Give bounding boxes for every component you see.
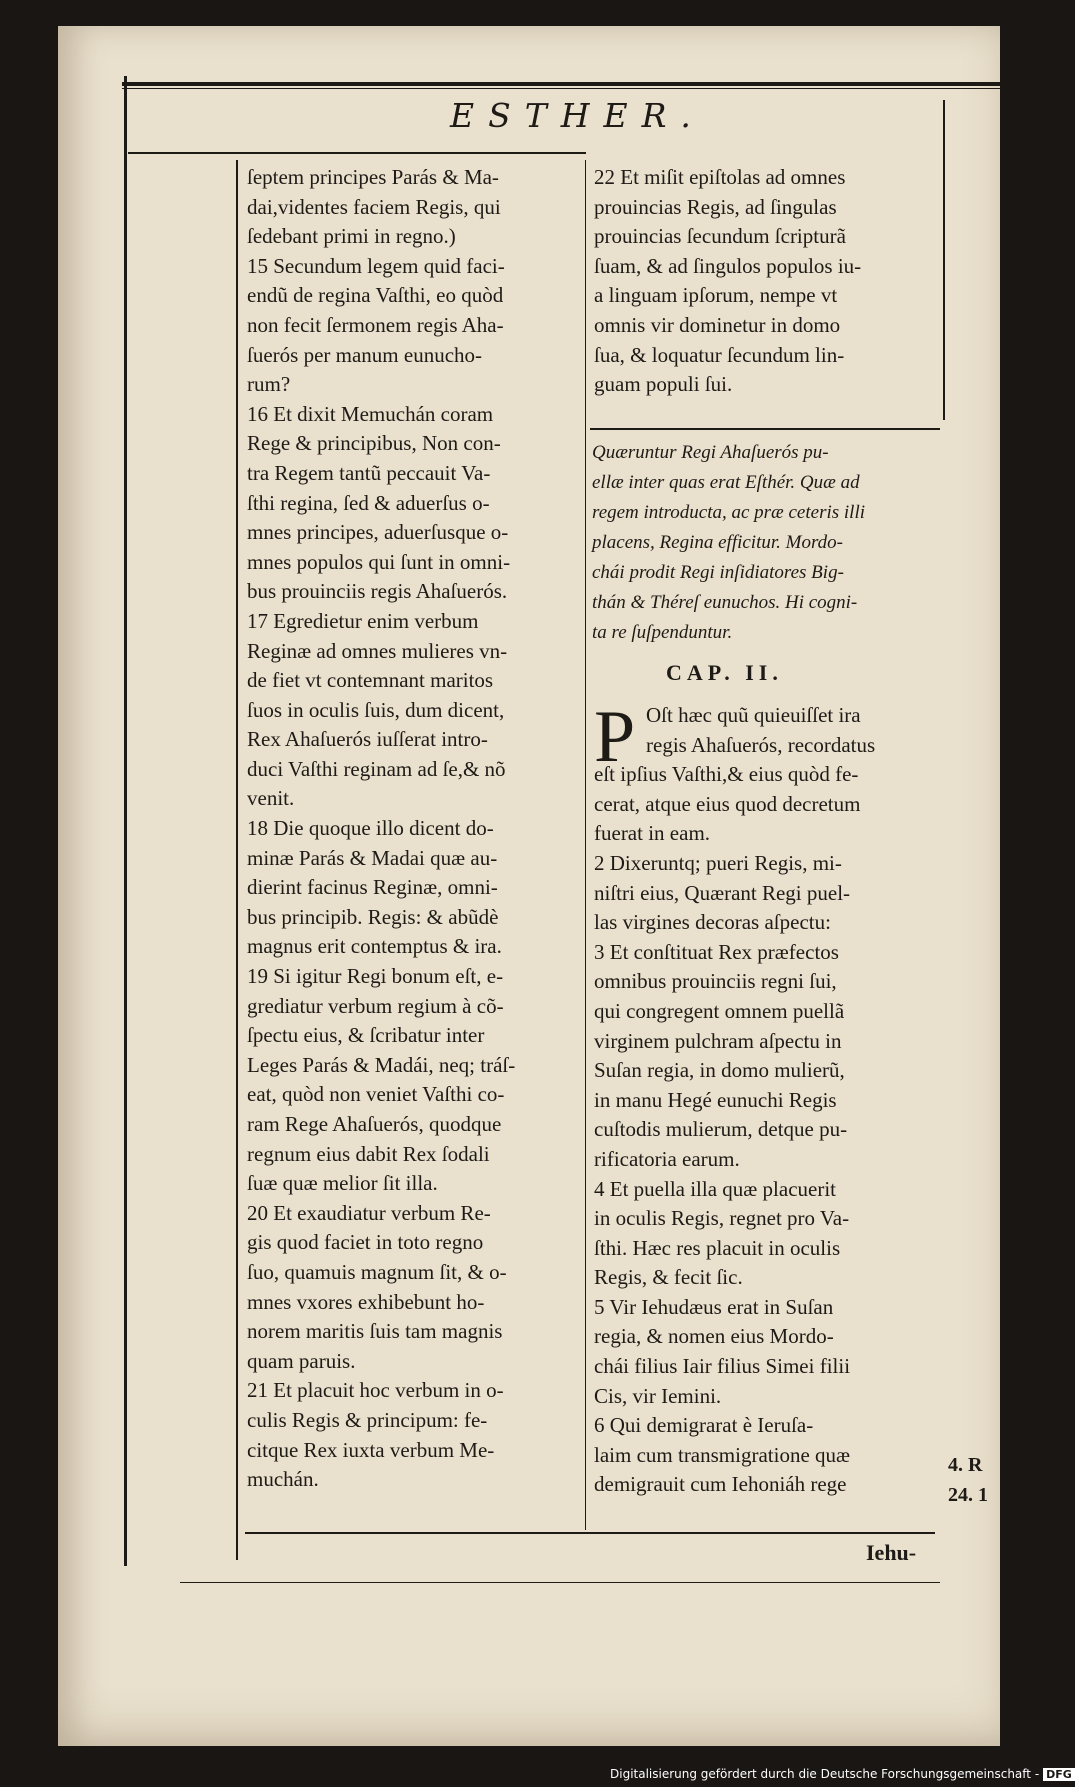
right-column-body — [594, 696, 934, 1500]
text-line: venit. — [247, 786, 295, 811]
bottom-rule — [245, 1532, 935, 1534]
text-line: ſua, & loquatur ſecundum lin- — [594, 342, 845, 367]
text-line: bus principib. Regis: & abũdè — [247, 904, 499, 929]
text-line: regis Ahaſuerós, recordatus — [646, 732, 876, 757]
text-line: mnes principes, aduerſusque o- — [247, 520, 509, 545]
text-line: 2 Dixeruntq; pueri Regis, mi- — [594, 850, 842, 875]
text-line: qui congregent omnem puellã — [594, 998, 845, 1023]
text-line: ſeptem principes Parás & Ma- — [247, 165, 499, 189]
text-line: ſedebant primi in regno.) — [247, 224, 456, 249]
text-line: in manu Hegé eunuchi Regis — [594, 1087, 837, 1112]
left-column — [247, 163, 577, 1495]
chapter-summary — [592, 438, 932, 648]
chapter-heading: CAP. II. — [666, 660, 783, 685]
text-line: Suſan regia, in domo mulierũ, — [594, 1058, 845, 1083]
text-line: muchán. — [247, 1467, 319, 1492]
text-line: 18 Die quoque illo dicent do- — [247, 816, 494, 841]
bottom-rule-outer — [180, 1582, 940, 1583]
text-line: regnum eius dabit Rex ſodali — [247, 1141, 490, 1166]
text-line: cuſtodis mulierum, detque pu- — [594, 1117, 848, 1142]
text-line: eat, quòd non veniet Vaſthi co- — [247, 1082, 505, 1107]
left-inner-rule — [236, 160, 238, 1560]
text-line: gis quod faciet in toto regno — [247, 1230, 484, 1255]
catchword: Iehu- — [866, 1540, 917, 1565]
text-line: chái filius Iair filius Simei filii — [594, 1354, 851, 1379]
text-line: 21 Et placuit hoc verbum in o- — [247, 1378, 504, 1403]
text-line: 3 Et conſtituat Rex præfectos — [594, 939, 839, 964]
summary-line: chái prodit Regi inſidiatores Big- — [592, 562, 844, 583]
text-line: eſt ipſius Vaſthi,& eius quòd fe- — [594, 762, 859, 787]
right-column-top — [594, 163, 934, 400]
column-divider — [585, 160, 586, 1530]
text-line: virginem pulchram aſpectu in — [594, 1028, 842, 1053]
text-line: non fecit ſermonem regis Aha- — [247, 312, 504, 337]
margin-note: 24. 1 — [948, 1484, 988, 1506]
text-line: mnes populos qui ſunt in omni- — [247, 549, 511, 574]
text-line: regia, & nomen eius Mordo- — [594, 1324, 834, 1349]
text-line: a linguam ipſorum, nempe vt — [594, 283, 838, 308]
text-line: tra Regem tantũ peccauit Va- — [247, 460, 491, 485]
text-line: culis Regis & principum: fe- — [247, 1407, 488, 1432]
dfg-logo[interactable]: DFG — [1043, 1768, 1075, 1781]
text-line: Leges Parás & Madái, neq; tráſ- — [247, 1052, 516, 1077]
summary-rule — [590, 428, 940, 430]
text-line: 15 Secundum legem quid faci- — [247, 253, 505, 278]
digitization-footer — [610, 1767, 1075, 1781]
text-line: duci Vaſthi reginam ad ſe,& nõ — [247, 756, 506, 781]
text-line: minæ Parás & Madai quæ au- — [247, 845, 498, 870]
text-line: ſpectu eius, & ſcribatur inter — [247, 1023, 485, 1048]
text-line: dierint facinus Reginæ, omni- — [247, 875, 498, 900]
text-line: ſuam, & ad ſingulos populos iu- — [594, 253, 862, 278]
text-line: cerat, atque eius quod decretum — [594, 791, 861, 816]
text-line: ſuerós per manum eunucho- — [247, 342, 483, 367]
right-frame-rule — [943, 100, 945, 420]
text-line: 16 Et dixit Memuchán coram — [247, 401, 494, 426]
text-line: laim cum transmigratione quæ — [594, 1442, 851, 1467]
summary-line: regem introducta, ac præ ceteris illi — [592, 502, 865, 523]
text-line: grediatur verbum regium à cõ- — [247, 993, 504, 1018]
text-line: prouincias ſecundum ſcripturã — [594, 224, 846, 249]
summary-line: ta re ſuſpenduntur. — [592, 622, 733, 643]
text-line: guam populi ſui. — [594, 372, 733, 397]
text-line: citque Rex iuxta verbum Me- — [247, 1437, 495, 1462]
top-rule — [122, 82, 1000, 86]
left-frame-rule — [124, 76, 127, 1566]
text-line: 4 Et puella illa quæ placuerit — [594, 1176, 837, 1201]
text-line: fuerat in eam. — [594, 821, 711, 846]
text-line: 20 Et exaudiatur verbum Re- — [247, 1200, 491, 1225]
summary-line: ellæ inter quas erat Eſthér. Quæ ad — [592, 472, 860, 493]
text-line: dai,videntes faciem Regis, qui — [247, 194, 501, 219]
text-line: ſthi regina, ſed & aduerſus o- — [247, 490, 490, 515]
text-line: ſthi. Hæc res placuit in oculis — [594, 1235, 841, 1260]
text-line: ſuo, quamuis magnum ſit, & o- — [247, 1259, 507, 1284]
text-line: in oculis Regis, regnet pro Va- — [594, 1206, 850, 1231]
header-underline — [128, 152, 586, 154]
text-line: mnes vxores exhibebunt ho- — [247, 1289, 485, 1314]
summary-line: thán & Théreſ eunuchos. Hi cogni- — [592, 592, 858, 613]
text-line: de fiet vt contemnant maritos — [247, 668, 494, 693]
text-line: omnibus prouinciis regni ſui, — [594, 969, 837, 994]
summary-line: Quæruntur Regi Ahaſuerós pu- — [592, 442, 829, 463]
text-line: 5 Vir Iehudæus erat in Suſan — [594, 1294, 834, 1319]
text-line: 6 Qui demigrarat è Ieruſa- — [594, 1413, 814, 1438]
text-line: prouincias Regis, ad ſingulas — [594, 194, 837, 219]
text-line: bus prouinciis regis Ahaſuerós. — [247, 579, 508, 604]
text-line: ram Rege Ahaſuerós, quodque — [247, 1112, 502, 1136]
top-rule-thin — [122, 88, 1000, 89]
text-line: demigrauit cum Iehoniáh rege — [594, 1472, 847, 1497]
drop-cap: P — [594, 696, 636, 778]
text-line: Regis, & fecit ſic. — [594, 1265, 743, 1290]
text-line: ſuos in oculis ſuis, dum dicent, — [247, 697, 505, 722]
text-line: magnus erit contemptus & ira. — [247, 934, 502, 959]
text-line: rificatoria earum. — [594, 1146, 740, 1171]
text-line: Rex Ahaſuerós iuſſerat intro- — [247, 727, 488, 752]
text-line: 17 Egredietur enim verbum — [247, 608, 479, 633]
text-line: norem maritis ſuis tam magnis — [247, 1319, 503, 1344]
text-line: Cis, vir Iemini. — [594, 1383, 722, 1408]
text-line: Reginæ ad omnes mulieres vn- — [247, 638, 508, 663]
text-line: Oſt hæc quũ quieuiſſet ira — [646, 703, 861, 727]
running-head: ESTHER. — [450, 96, 705, 135]
text-line: Rege & principibus, Non con- — [247, 431, 501, 456]
text-line: quam paruis. — [247, 1348, 356, 1373]
text-line: niſtri eius, Quærant Regi puel- — [594, 880, 851, 905]
text-line: ſuæ quæ melior ſit illa. — [247, 1171, 438, 1196]
summary-line: placens, Regina efficitur. Mordo- — [592, 532, 843, 553]
text-line: 19 Si igitur Regi bonum eſt, e- — [247, 964, 504, 989]
footer-text: Digitalisierung gefördert durch die Deutsche Forschungsgemeinschaft - — [610, 1767, 1040, 1781]
text-line: endũ de regina Vaſthi, eo quòd — [247, 283, 504, 308]
margin-note: 4. R — [948, 1454, 983, 1476]
text-line: omnis vir dominetur in domo — [594, 312, 841, 337]
text-line: rum? — [247, 372, 291, 397]
text-line: las virgines decoras aſpectu: — [594, 910, 831, 935]
text-line: 22 Et miſit epiſtolas ad omnes — [594, 165, 846, 189]
